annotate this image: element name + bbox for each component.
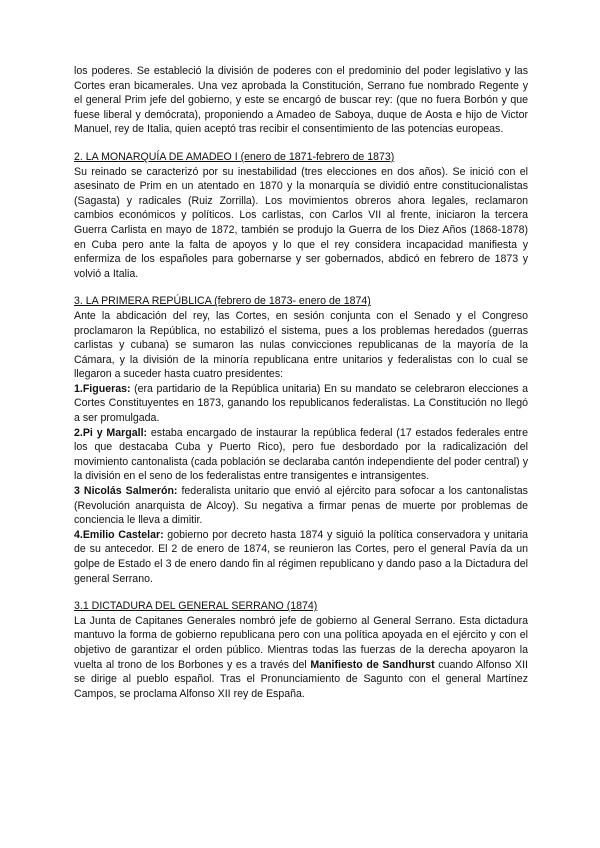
- section-2-body: Su reinado se caracterizó por su inestabilidad (tres elecciones en dos años). Se inició con el asesinato de Prim en un atentado en 1870 y la monarquía se dividió entre constitucionalistas (Sagasta) y radicales (Ruiz Zorrilla). Los movimientos obreros ahora legales, reclamaron cambios económicos y políticos. Los carlistas, con Carlos VII al frente, iniciaron la tercera Guerra Carlista en mayo de 1872, también se produjo la Guerra de los Diez Años (1868-1878) en Cuba pero ante la falta de apoyos y lo que el rey considera incapacidad manifiesta y enfermiza de los españoles para gobernarse y ser gobernados, abdicó en febrero de 1873 y volvió a Italia.: [74, 165, 528, 280]
- section-3-1-heading: 3.1 DICTADURA DEL GENERAL SERRANO (1874): [74, 600, 318, 613]
- president-text: (era partidario de la República unitaria) En su mandato se celebraron elecciones a Cortes Constituyentes en 1873, ganando los republicanos federalistas. La Constitución no llegó a ser promulgada.: [74, 382, 528, 425]
- body-text: La Junta de Capitanes Generales nombró jefe de gobierno al General Serrano. Esta dictadura mantuvo la forma de gobierno republicana pero con una política apoyada en el ejército y con el objetivo de garantizar el orden público. Mientras todas las fuerzas de la derecha apoyaron la vuelta al trono de los Borbones y es a través del: [74, 614, 528, 671]
- body-text: cuando Alfonso XII se dirige al pueblo español. Tras el Pronunciamiento de Sagunto con el general Martínez Campos, se proclama Alfonso XII rey de España.: [74, 658, 528, 700]
- president-figueras: [74, 382, 528, 426]
- section-3-1-body: [74, 614, 528, 702]
- spacer: [74, 281, 528, 294]
- president-text: estaba encargado de instaurar la república federal (17 estados federales entre los que destacaba Cuba y Puerto Rico), pero fue desbordado por la radicalización del movimiento cantonalista (cada población se declaraba cantón independiente del poder central) y la división en el seno de los federalistas entre transigentes e intransigentes.: [74, 426, 528, 483]
- section-3-body: Ante la abdicación del rey, las Cortes, en sesión conjunta con el Senado y el Congreso proclamaron la República, no estabilizó el sistema, pues a los problemas heredados (guerras carlistas y cubana) se sumaron las nulas convicciones republicanas de la mayoría de la Cámara, y la división de la minoría republicana entre unitarios y federalistas con lo cual se llegaron a suceder hasta cuatro presidentes:: [74, 309, 528, 381]
- president-castelar: [74, 528, 528, 586]
- manifesto-name: Manifiesto de Sandhurst: [310, 658, 435, 671]
- spacer: [74, 586, 528, 599]
- president-name: 2.Pi y Margall:: [74, 426, 148, 439]
- president-name: 4.Emilio Castelar:: [74, 528, 164, 541]
- intro-paragraph: los poderes. Se estableció la división de poderes con el predominio del poder legislativo y las Cortes eran bicamerales. Una vez aprobada la Constitución, Serrano fue nombrado Regente y el general Prim jefe del gobierno, y este se encargó de buscar rey: (que no fuera Borbón y que fuese liberal y demócrata), proponiendo a Amadeo de Saboya, duque de Aosta e hijo de Victor Manuel, rey de Italia, quien aceptó tras recibir el consentimiento de las potencias europeas.: [74, 65, 528, 136]
- president-text: gobierno por decreto hasta 1874 y siguió la política conservadora y unitaria de su antecedor. El 2 de enero de 1874, se reunieron las Cortes, pero el general Pavía da un golpe de Estado el 3 de enero dando fin al régimen republicano y dando paso a la Dictadura del general Serrano.: [74, 528, 529, 585]
- spacer: [74, 137, 528, 150]
- section-3-heading: 3. LA PRIMERA REPÚBLICA (febrero de 1873- enero de 1874): [74, 295, 371, 308]
- president-text: federalista unitario que envió al ejército para sofocar a los cantonalistas (Revolución anarquista de Alcoy). Su negativa a firmar penas de muerte por problemas de conciencia le lleva a dimitir.: [74, 485, 528, 527]
- president-name: 1.Figueras:: [74, 382, 131, 395]
- section-2-heading: 2. LA MONARQUÍA DE AMADEO I (enero de 1871-febrero de 1873): [74, 150, 395, 163]
- president-name: 3 Nicolás Salmerón:: [74, 485, 178, 498]
- president-pi-y-margall: [74, 426, 528, 484]
- president-salmeron: [74, 484, 528, 528]
